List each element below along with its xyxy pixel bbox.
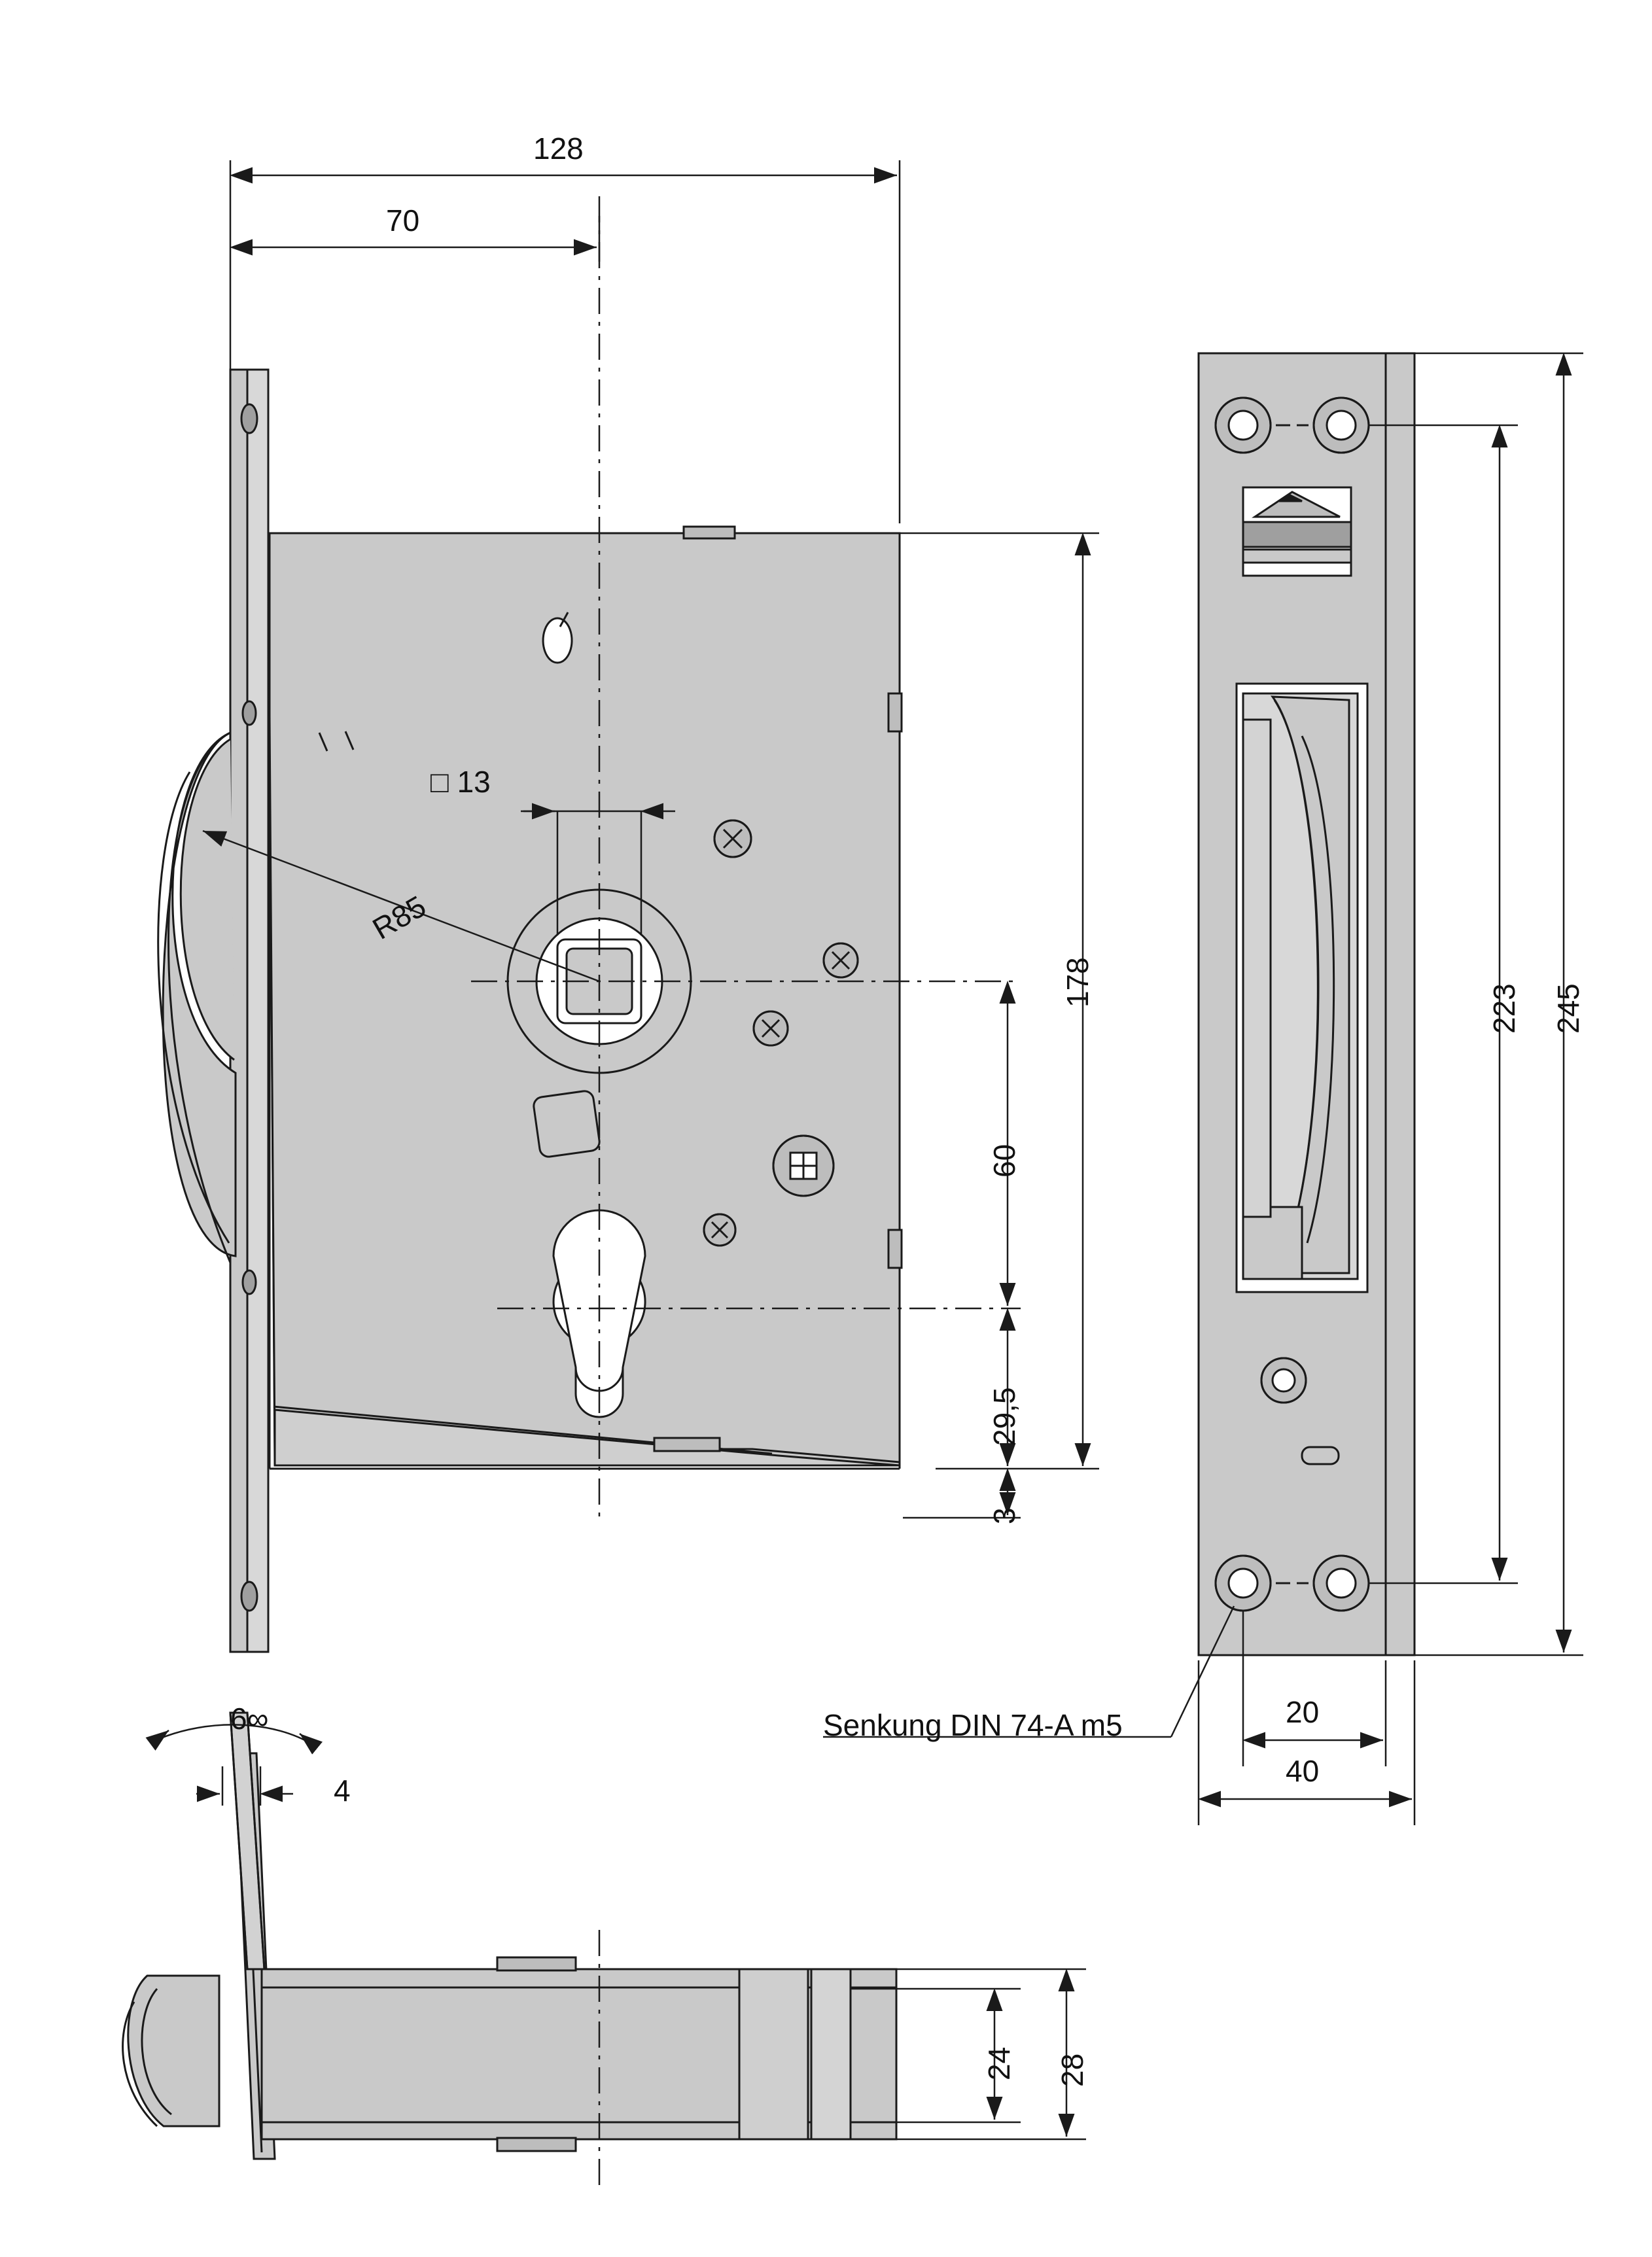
dim-side-depth-total: 28 <box>1055 2053 1089 2087</box>
dim-spindle-to-cylinder: 60 <box>987 1144 1021 1178</box>
dim-overall-width: 128 <box>533 131 584 166</box>
front-view-geometry <box>158 370 902 1652</box>
dim-spindle-square: □ 13 <box>431 765 491 799</box>
side-section-view-geometry <box>123 1713 896 2159</box>
dim-height-total: 178 <box>1061 957 1095 1007</box>
dim-bottom-offset: 3 <box>987 1507 1021 1524</box>
dim-radius: R85 <box>366 888 432 946</box>
dim-faceplate-screw-height: 223 <box>1487 983 1521 1034</box>
dim-side-angle: 6∞ <box>230 1702 269 1736</box>
dim-faceplate-inner-width: 20 <box>1286 1695 1320 1729</box>
dim-side-depth-inner: 24 <box>982 2046 1016 2080</box>
dim-faceplate-total-height: 245 <box>1551 983 1585 1034</box>
dim-faceplate-total-width: 40 <box>1286 1754 1320 1788</box>
dim-cylinder-to-bottom: 29,5 <box>987 1387 1021 1446</box>
note-countersink: Senkung DIN 74-A m5 <box>823 1708 1123 1742</box>
dim-faceplate-thickness: 4 <box>334 1774 351 1808</box>
faceplate-view-geometry <box>1199 353 1415 1655</box>
dim-backset: 70 <box>386 203 420 237</box>
